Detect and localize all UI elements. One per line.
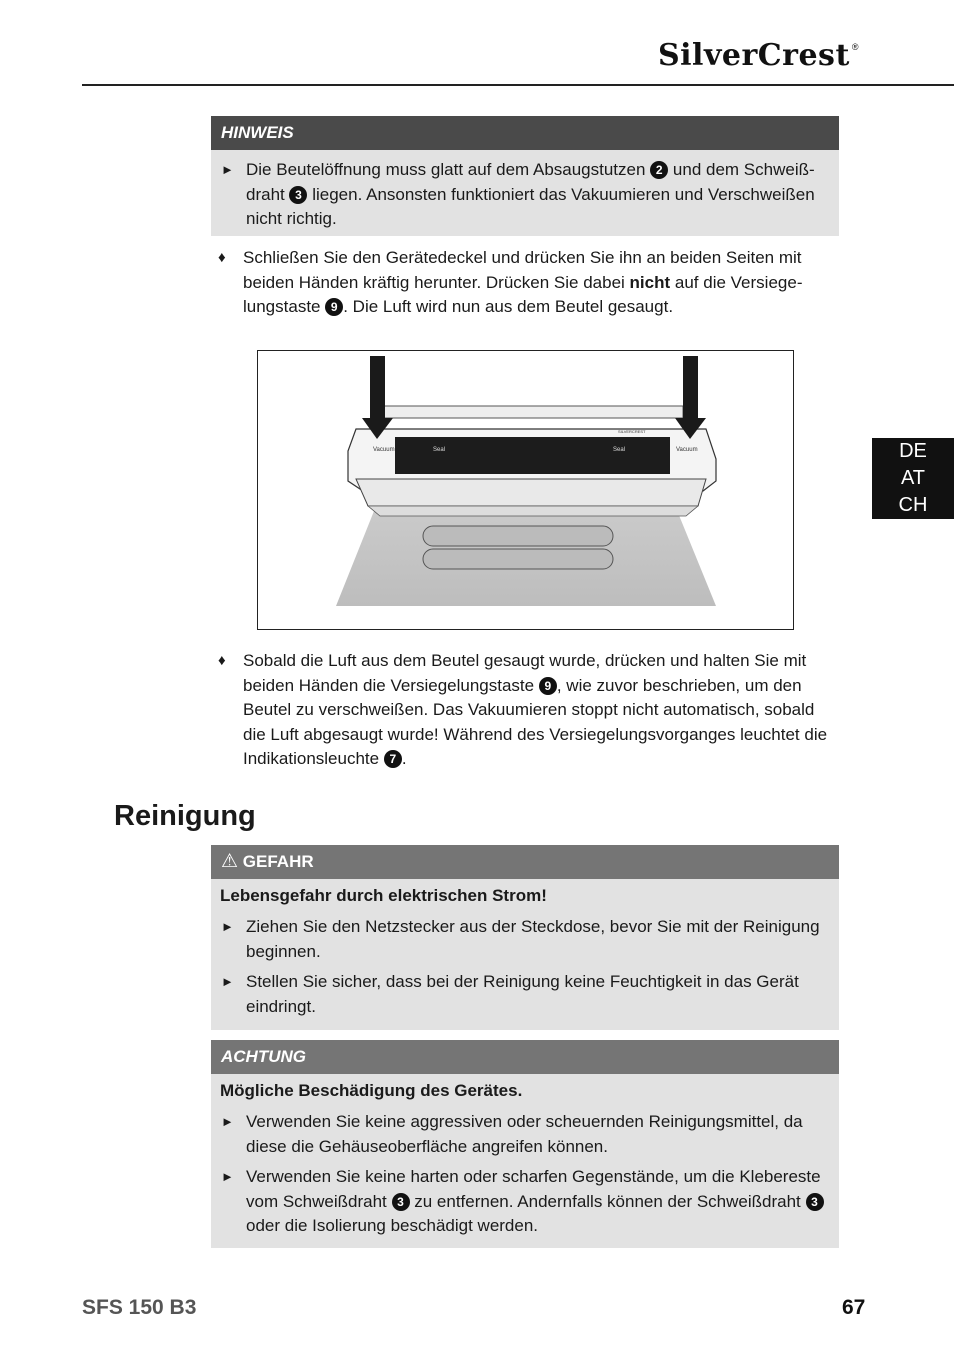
ref-number: 9 <box>539 677 557 695</box>
hinweis-title: HINWEIS <box>211 116 839 150</box>
lang-de: DE <box>899 440 927 462</box>
arrow-bullet-icon: ► <box>221 974 234 989</box>
label-vacuum-left: Vacuum <box>373 447 395 453</box>
label-vacuum-right: Vacuum <box>676 447 698 453</box>
arrow-bullet-icon: ► <box>221 162 234 177</box>
achtung-subtitle: Mögliche Beschädigung des Gerätes. <box>220 1081 523 1100</box>
gefahr-subtitle: Lebensgefahr durch elektrischen Strom! <box>220 886 547 905</box>
ref-number: 7 <box>384 750 402 768</box>
achtung-title: ACHTUNG <box>211 1040 839 1074</box>
step-paragraph: ♦ Sobald die Luft aus dem Beutel gesaugt wurde, drücken und halten Sie mit beiden Händen die Versiegelungstaste 9 , wie zuvor beschrieben, um den Beutel zu verschweißen. Das Vakuumieren stoppt nicht automatisch, sobald die Luft abgesaugt wurde! Während des Versiegelungsvorganges leuchtet die Indikationsleuchte 7 . <box>218 651 828 768</box>
lang-at: AT <box>900 467 926 489</box>
label-seal-right: Seal <box>613 447 626 453</box>
label-seal-left: Seal <box>433 447 446 453</box>
model-number: SFS 150 B3 <box>82 1296 197 1319</box>
warning-triangle-icon: ⚠ <box>221 851 239 872</box>
gefahr-header <box>211 845 839 879</box>
gefahr-item: ► Stellen Sie sicher, dass bei der Reinigung keine Feuchtigkeit in das Gerät eindringt. <box>221 972 799 1016</box>
ref-number: 9 <box>325 298 343 316</box>
achtung-item: ► Verwenden Sie keine harten oder scharfen Gegenstände, um die Klebereste vom Schweißdraht 3 zu entfernen. Andernfalls können der Schweißdraht 3 oder die Isolierung beschädigt werden. <box>211 1165 839 1239</box>
sausage <box>423 549 613 569</box>
hinweis-item: ► Die Beutelöffnung muss glatt auf dem Absaugstutzen 2 und dem Schweiß-draht 3 liegen. Ansonsten funktioniert das Vakuumieren und Verschweißen nicht richtig. <box>221 160 815 228</box>
lang-ch: CH <box>898 494 928 516</box>
achtung-box <box>211 1040 839 1248</box>
ref-number: 3 <box>806 1193 824 1211</box>
page-number: 67 <box>842 1296 866 1319</box>
arrow-bullet-icon: ► <box>221 1114 234 1129</box>
achtung-item: ► Verwenden Sie keine aggressiven oder scheuernden Reinigungsmittel, da diese die Gehäuseoberfläche angreifen können. <box>221 1112 803 1156</box>
arrow-bullet-icon: ► <box>221 919 234 934</box>
header-rule <box>82 84 954 86</box>
diamond-bullet-icon: ♦ <box>218 249 226 266</box>
ref-number: 2 <box>650 161 668 179</box>
sausage <box>423 526 613 546</box>
gefahr-item: ► Ziehen Sie den Netzstecker aus der Steckdose, bevor Sie mit der Reinigung beginnen. <box>221 917 820 961</box>
vacuum-sealer-drawing <box>258 351 793 629</box>
diamond-bullet-icon: ♦ <box>218 652 226 669</box>
device-logo: SILVERCREST <box>618 429 646 434</box>
control-panel <box>395 437 670 474</box>
step-paragraph: ♦ Schließen Sie den Gerätedeckel und drücken Sie ihn an beiden Seiten mit beiden Händen kräftig herunter. Drücken Sie dabei nicht auf die Versiege-lungstaste 9 . Die Luft wird nun aus dem Beutel gesaugt. <box>218 248 803 316</box>
section-title: Reinigung <box>114 800 256 832</box>
arrow-bullet-icon: ► <box>221 1169 234 1184</box>
hinweis-box <box>211 116 839 236</box>
brand-logo: SilverCrest ® <box>658 38 859 73</box>
ref-number: 3 <box>392 1193 410 1211</box>
device-illustration <box>257 350 794 630</box>
gefahr-title: GEFAHR <box>242 852 314 871</box>
gefahr-box <box>211 845 839 1030</box>
ref-number: 3 <box>289 186 307 204</box>
language-tab <box>872 438 954 519</box>
